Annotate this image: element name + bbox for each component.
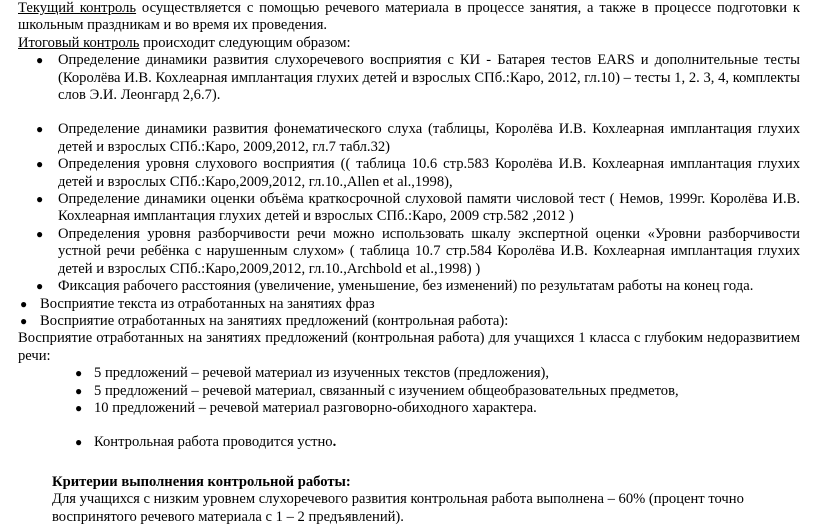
bullet-icon: ● bbox=[36, 226, 44, 241]
list-item bbox=[18, 121, 800, 156]
list-item-text: 5 предложений – речевой материал из изученных текстов (предложения), bbox=[94, 365, 550, 382]
list-item-text: Фиксация рабочего расстояния (увеличение, уменьшение, без изменений) по результатам работы на конец года. bbox=[58, 278, 754, 295]
bullet-icon: ● bbox=[75, 400, 83, 415]
final-control-paragraph bbox=[18, 35, 800, 52]
bullet-icon: ● bbox=[36, 192, 44, 207]
criteria-text: Для учащихся с низким уровнем слухоречевого развития контрольная работа выполнена – 60% (процент точно воспринятого речевого материала с 1 – 2 предъявлений). bbox=[52, 491, 744, 525]
final-control-label: Итоговый контроль bbox=[18, 34, 140, 51]
list-item-text: Определения уровня разборчивости речи можно использовать шкалу экспертной оценки «Уровни разборчивости устной речи ребёнка с нарушенным слухом» ( таблица 10.7 стр.584 Королёва И.В. Кохлеарная имплантация глухих детей и взрослых СПб.:Каро,2009,2012, гл.10.,Archbold et al.,1998) ) bbox=[58, 225, 800, 277]
list-item-text: Определение динамики развития фонематического слуха (таблицы, Королёва И.В. Кохлеарная имплантация глухих детей и взрослых СПб.:Каро, 2009,2012, гл.7 табл.32) bbox=[58, 121, 800, 155]
spacer bbox=[18, 452, 800, 474]
criteria-heading: Критерии выполнения контрольной работы: bbox=[52, 473, 351, 490]
list-item-text: Определения уровня слухового восприятия (( таблица 10.6 стр.583 Королёва И.В. Кохлеарная имплантация глухих детей и взрослых СПб.:Каро,2009,2012, гл.10.,Allen et al.,1998), bbox=[58, 156, 800, 190]
spacer bbox=[18, 104, 800, 121]
list-item bbox=[18, 400, 800, 417]
list-item-text: 5 предложений – речевой материал, связанный с изучением общеобразовательных предметов, bbox=[94, 382, 679, 399]
list-item bbox=[18, 313, 800, 330]
list-item-text: Восприятие текста из отработанных на занятиях фраз bbox=[40, 295, 375, 312]
current-control-paragraph bbox=[18, 0, 800, 35]
oral-item-period: . bbox=[332, 434, 337, 451]
bullet-icon: ● bbox=[36, 279, 44, 294]
list-item-text: Определение динамики развития слухоречевого восприятия с КИ - Батарея тестов EARS и дополнительные тесты (Королёва И.В. Кохлеарная имплантация глухих детей и взрослых СПб.:Каро, 2012, гл.10) – тесты 1, 2. 3, 4, комплекты слов Э.И. Леонгард 2,6.7). bbox=[58, 52, 800, 104]
current-control-text: осуществляется с помощью речевого материала в процессе занятия, а также в процессе подготовки к школьным праздникам и во время их проведения. bbox=[18, 0, 801, 34]
list-item-text: Контрольная работа проводится устно bbox=[94, 434, 333, 451]
list-item bbox=[18, 365, 800, 382]
bullet-icon: ● bbox=[20, 296, 28, 311]
list-item-text: 10 предложений – речевой материал разговорно-обиходного характера. bbox=[94, 399, 537, 416]
bullet-icon: ● bbox=[75, 435, 83, 450]
bullet-icon: ● bbox=[20, 313, 28, 328]
list-item bbox=[18, 383, 800, 400]
bullet-icon: ● bbox=[36, 53, 44, 68]
list-item-text: Восприятие отработанных на занятиях предложений (контрольная работа): bbox=[40, 312, 509, 329]
list-item bbox=[18, 434, 800, 451]
bullet-icon: ● bbox=[75, 383, 83, 398]
bullet-icon: ● bbox=[75, 366, 83, 381]
list-item bbox=[18, 278, 800, 295]
spacer bbox=[18, 417, 800, 434]
final-control-text: происходит следующим образом: bbox=[139, 34, 351, 51]
list-item bbox=[18, 52, 800, 104]
list-item bbox=[18, 191, 800, 226]
current-control-label: Текущий контроль bbox=[18, 0, 137, 16]
list-item-text: Определение динамики оценки объёма краткосрочной слуховой памяти числовой тест ( Немов, 1999г. Королёва И.В. Кохлеарная имплантация глухих детей и взрослых СПб.:Каро, 2009 стр.582 ,2012 ) bbox=[58, 191, 800, 225]
perception-paragraph: Восприятие отработанных на занятиях предложений (контрольная работа) для учащихся 1 класса с глубоким недоразвитием речи: bbox=[18, 330, 800, 364]
document-body bbox=[18, 0, 800, 526]
bullet-icon: ● bbox=[36, 157, 44, 172]
list-item bbox=[18, 226, 800, 278]
list-item bbox=[18, 296, 800, 313]
bullet-icon: ● bbox=[36, 122, 44, 137]
list-item bbox=[18, 156, 800, 191]
